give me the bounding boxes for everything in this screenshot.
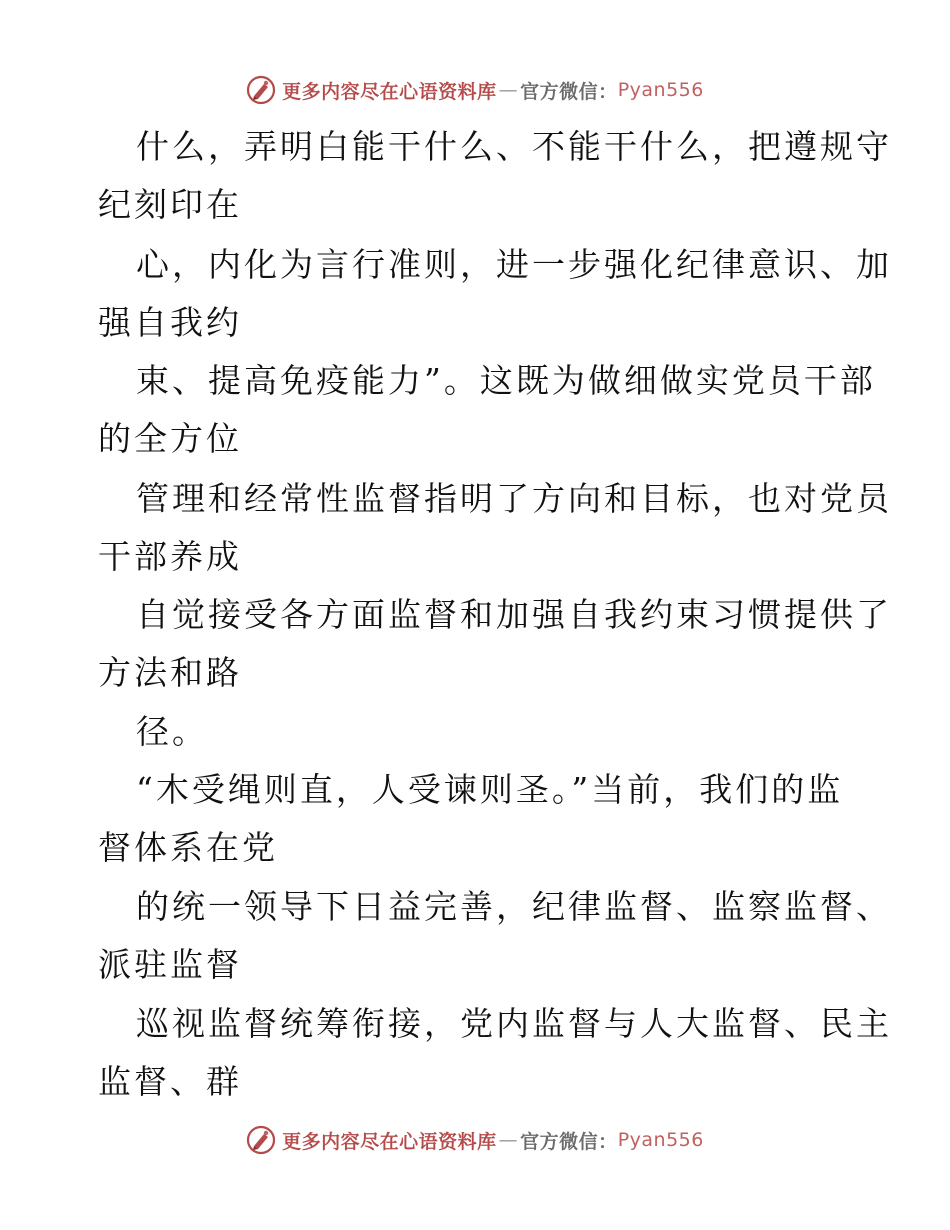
text-line: 的全方位 [98,419,242,458]
text-line: “木受绳则直，人受谏则圣。”当前，我们的监 [136,770,844,809]
text-line: 的统一领导下日益完善，纪律监督、监察监督、 [136,887,892,926]
text-line: 监督、群 [98,1062,242,1101]
text-line: 径。 [136,712,208,751]
watermark-wechat-label: 官方微信： [520,80,618,103]
pen-circle-logo-icon [246,1125,276,1155]
text-line: 束、提高免疫能力”。这既为做细做实党员干部 [136,361,876,400]
text-line: 派驻监督 [98,945,242,984]
watermark-brand-text: 更多内容尽在心语资料库 [282,80,497,103]
text-line: 干部养成 [98,537,242,576]
text-line: 自觉接受各方面监督和加强自我约束习惯提供了 [136,595,892,634]
text-line: 心，内化为言行准则，进一步强化纪律意识、加 [136,245,892,284]
text-line: 强自我约 [98,303,242,342]
text-line: 管理和经常性监督指明了方向和目标，也对党员 [136,479,892,518]
watermark-separator: — [498,79,519,101]
watermark-wechat-label: 官方微信： [520,1130,618,1153]
header-watermark [0,72,950,108]
text-line: 纪刻印在 [98,185,242,224]
text-line: 什么，弄明白能干什么、不能干什么，把遵规守 [136,127,892,166]
pen-circle-logo-icon [246,75,276,105]
text-line: 督体系在党 [98,828,278,867]
watermark-wechat-id: Pyan556 [617,1129,704,1151]
watermark-wechat-id: Pyan556 [617,79,704,101]
watermark-separator: — [498,1129,519,1151]
text-line: 方法和路 [98,653,242,692]
footer-watermark [0,1122,950,1158]
text-line: 巡视监督统筹衔接，党内监督与人大监督、民主 [136,1004,892,1043]
watermark-brand-text: 更多内容尽在心语资料库 [282,1130,497,1153]
